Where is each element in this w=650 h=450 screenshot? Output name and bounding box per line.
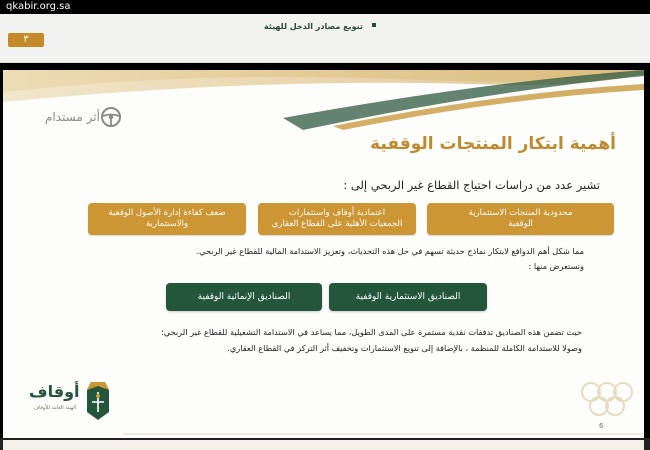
paragraph-line: وصولا للاستدامة الكاملة للمنظمة ، بالإضافة إلى تنويع الاستثمارات وتخفيف أثر التركز في القطاع العقاري.: [227, 343, 582, 353]
decorative-pattern-icon: [577, 378, 637, 418]
card-line: اعتمادية أوقاف واستثمارات: [288, 208, 386, 218]
brand-small-text: أثر مستدام: [45, 110, 100, 124]
slide-page-number: 6: [599, 422, 604, 430]
previous-slide-title: تنويع مصادر الدخل للهيئة: [264, 22, 363, 31]
challenge-card: [427, 203, 614, 235]
browser-status-bar: [0, 0, 650, 14]
challenge-card: [258, 203, 416, 235]
steering-wheel-icon: [100, 106, 122, 128]
development-funds-button[interactable]: الصناديق الإنمائية الوقفية: [166, 283, 322, 311]
atar-mustadam-logo: [39, 105, 122, 129]
challenge-card: [88, 203, 246, 235]
previous-slide-number: ٣: [8, 33, 44, 47]
site-url[interactable]: qkabir.org.sa: [6, 1, 71, 12]
awqaf-logo: [25, 378, 115, 424]
card-line: ضعف كفاءة إدارة الأصول الوقفية: [108, 208, 226, 218]
paragraph-line: مما شكل أهم الدوافع لابتكار نماذج حديثة تسهم في حل هذه التحديات، وتعزيز الاستدامة المالية للقطاع غير الربحي.: [196, 246, 584, 256]
divider-line: [123, 432, 643, 436]
paragraph-line: حيث تضمن هذه الصناديق تدفقات نقدية مستمرة على المدى الطويل، مما يساعد في الاستدامة التشغيلية للقطاع غير الربحي؛: [161, 327, 582, 337]
next-slide-preview[interactable]: [3, 440, 644, 450]
paragraph-line: ونستعرض منها :: [528, 261, 584, 271]
card-line: والاستثمارية: [145, 219, 189, 229]
previous-slide[interactable]: [0, 14, 650, 63]
investment-funds-button[interactable]: الصناديق الاستثمارية الوقفية: [329, 283, 487, 311]
awqaf-logo-text: أوقاف: [29, 382, 80, 401]
awqaf-logo-subtext: الهيئة العامة للأوقاف: [33, 405, 77, 411]
current-slide[interactable]: [3, 70, 644, 438]
previous-slide-header: [255, 14, 385, 31]
slide-title: أهمية ابتكار المنتجات الوقفية: [370, 134, 616, 154]
card-line: الجمعيات الأهلية على القطاع العقاري: [271, 219, 403, 229]
square-bullet-icon: [372, 23, 376, 27]
card-line: محدودية المنتجات الاستثمارية: [468, 208, 573, 218]
slide-subtitle: تشير عدد من دراسات احتياج القطاع غير الربحي إلى :: [343, 178, 600, 192]
card-line: الوقفية: [508, 219, 533, 229]
